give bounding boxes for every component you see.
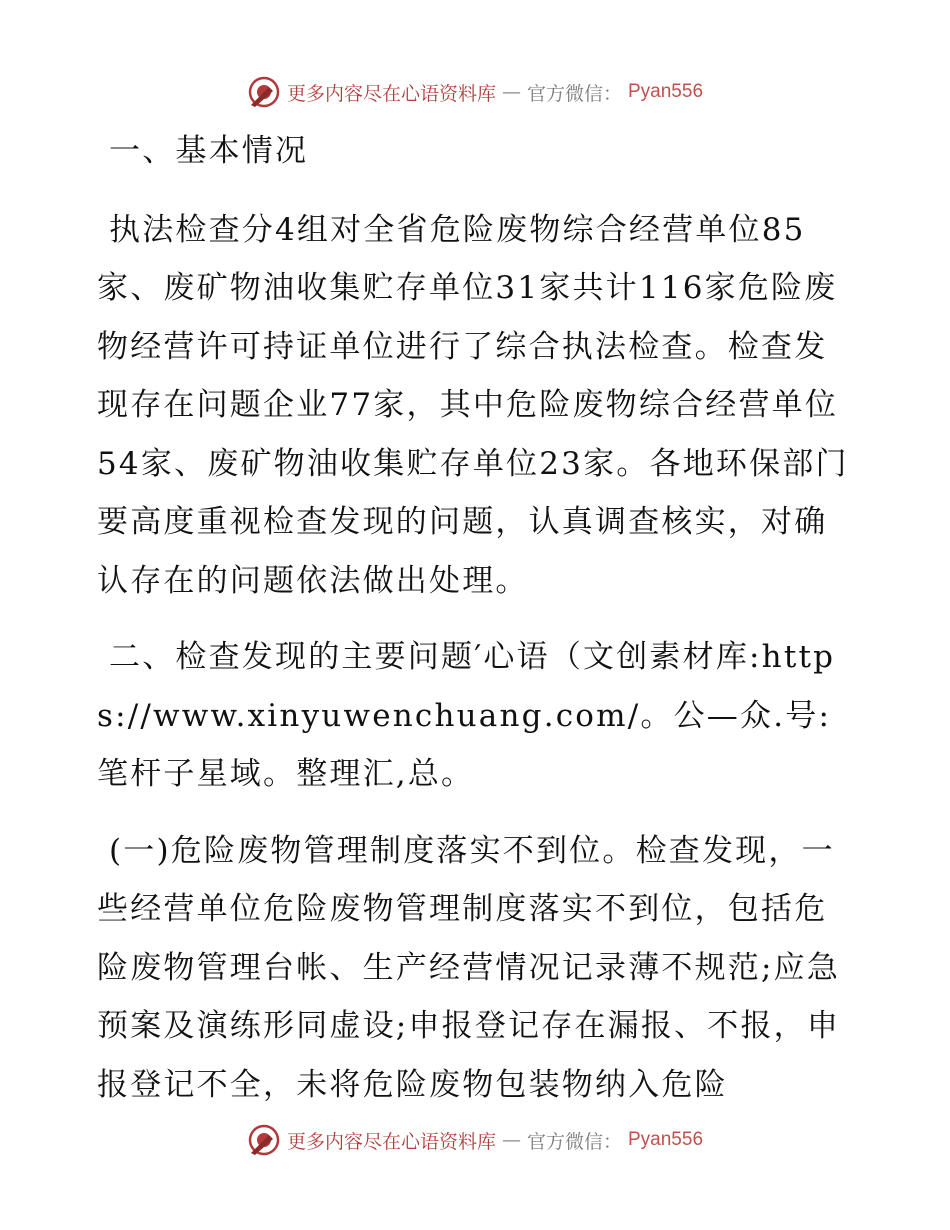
paragraph-basic-situation: 执法检查分4组对全省危险废物综合经营单位85家、废矿物油收集贮存单位31家共计116家危险废物经营许可持证单位进行了综合执法检查。检查发现存在问题企业77家，其中危险废物综合经营单位54家、废矿物油收集贮存单位23家。各地环保部门要高度重视检查发现的问题，认真调查核实，对确认存在的问题依法做出处理。 [97, 211, 849, 599]
footer-watermark [0, 1120, 950, 1160]
watermark-dash: — [501, 1129, 521, 1151]
paragraph-management-issues: (一)危险废物管理制度落实不到位。检查发现，一些经营单位危险废物管理制度落实不到位，包括危险废物管理台帐、生产经营情况记录薄不规范;应急预案及演练形同虚设;申报登记存在漏报、不报，申报登记不全，未将危险废物包装物纳入危险 [97, 832, 841, 1103]
watermark-label: 官方微信： [526, 82, 622, 105]
pen-logo-icon [247, 75, 281, 109]
section-heading-basic: 一、基本情况 [109, 133, 309, 169]
watermark-wechat-id: Pyan556 [628, 1129, 704, 1150]
document-body [97, 122, 857, 1132]
watermark-text: 更多内容尽在心语资料库 [286, 1130, 496, 1153]
watermark-label: 官方微信： [526, 1130, 622, 1153]
header-watermark [0, 72, 950, 112]
watermark-text: 更多内容尽在心语资料库 [286, 82, 496, 105]
watermark-dash: — [501, 81, 521, 103]
watermark-wechat-id: Pyan556 [628, 81, 704, 102]
section-heading-problems: 二、检查发现的主要问题′心语（文创素材库:https://www.xinyuwenchuang.com/。公—众.号:笔杆子星域。整理汇,总。 [97, 639, 836, 792]
pen-logo-icon [247, 1123, 281, 1157]
